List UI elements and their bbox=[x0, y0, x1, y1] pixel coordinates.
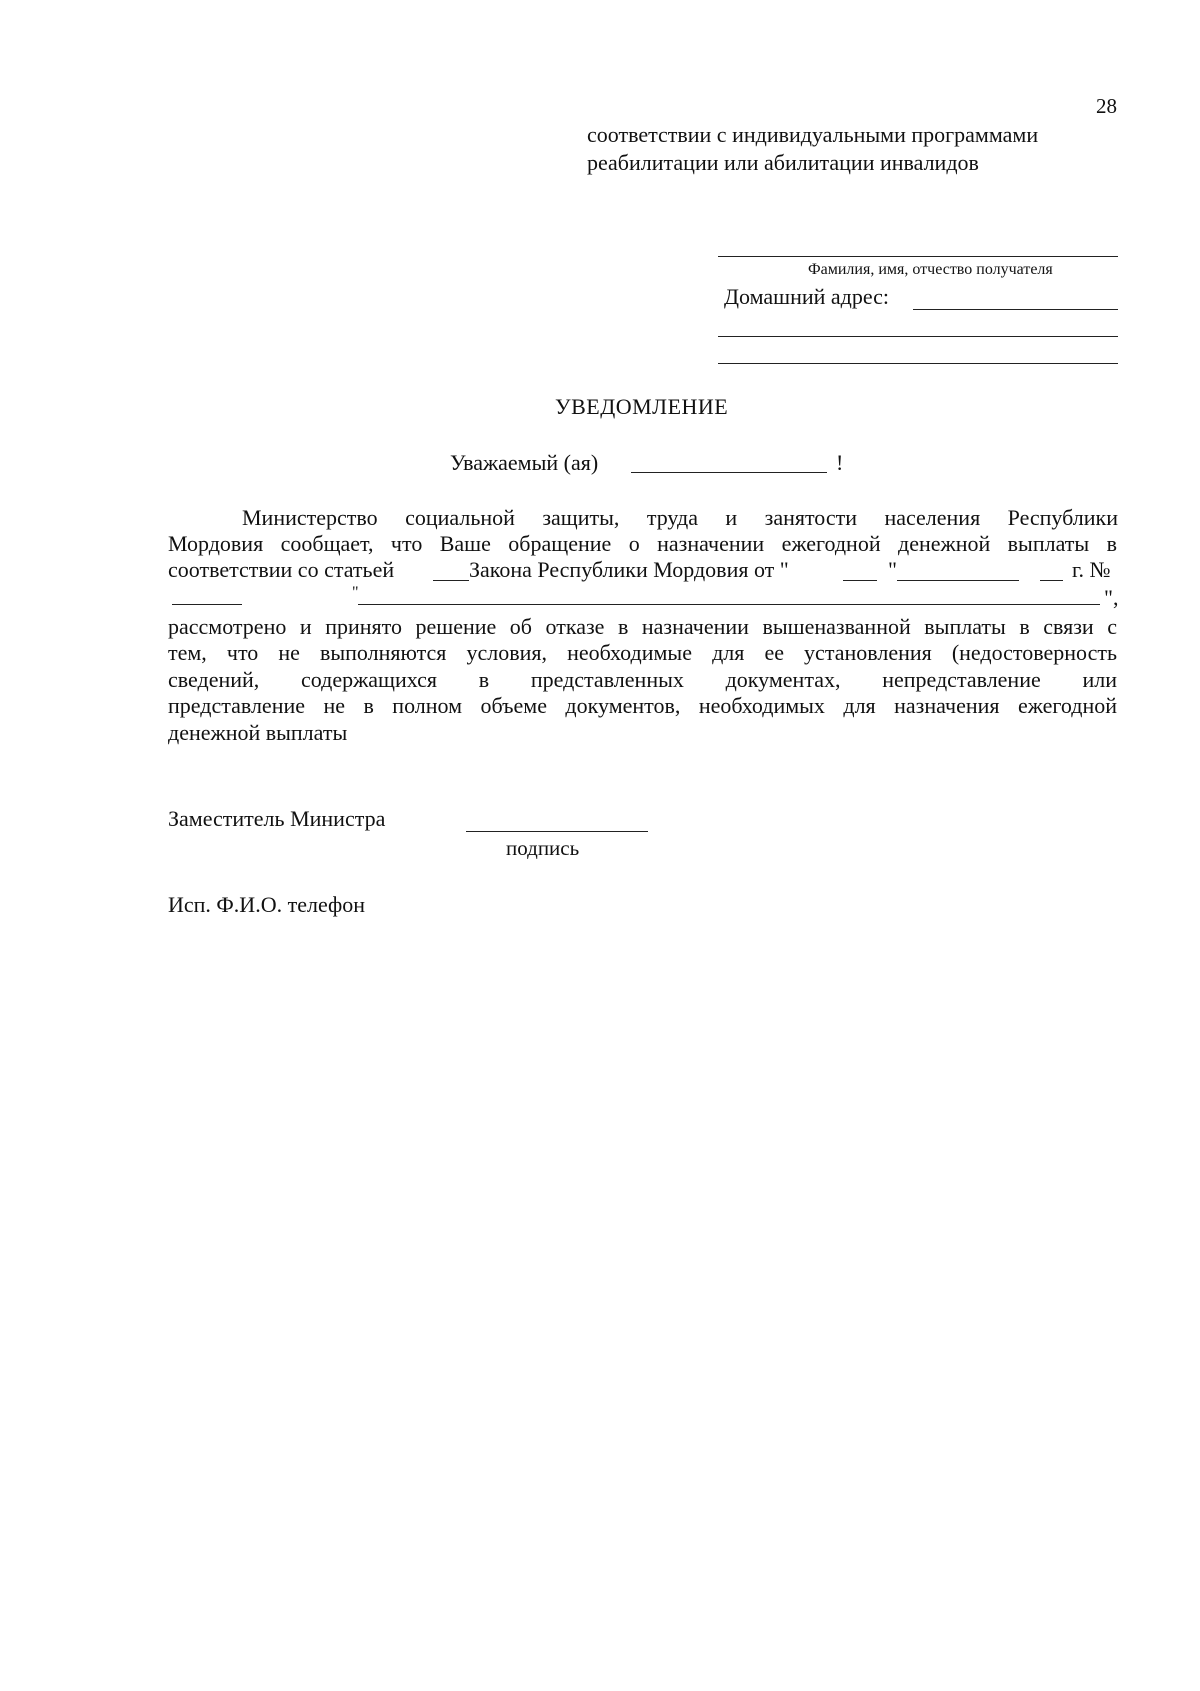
body-line-3-a: соответствии со статьей bbox=[168, 557, 395, 582]
body-line-6: тем, что не выполняются условия, необходимые для ее установления (недостоверность bbox=[168, 640, 1117, 665]
salutation-name-line bbox=[631, 472, 827, 473]
body-line-3-d: г. № bbox=[1072, 557, 1111, 582]
header-note-line-1: соответствии с индивидуальными программами bbox=[587, 122, 1039, 147]
home-address-line-1 bbox=[913, 309, 1118, 310]
law-month-line bbox=[897, 580, 1019, 581]
law-title-line bbox=[358, 604, 1100, 605]
article-number-line bbox=[433, 580, 469, 581]
executor-contact: Исп. Ф.И.О. телефон bbox=[168, 892, 366, 917]
body-line-9: денежной выплаты bbox=[168, 720, 348, 745]
header-note-line-2: реабилитации или абилитации инвалидов bbox=[587, 150, 979, 175]
body-line-5: рассмотрено и принято решение об отказе в назначении вышеназванной выплаты в связи с bbox=[168, 614, 1117, 639]
document-title: УВЕДОМЛЕНИЕ bbox=[555, 394, 729, 419]
signature-position: Заместитель Министра bbox=[168, 806, 386, 831]
body-line-3-c: " bbox=[888, 557, 897, 582]
salutation-end: ! bbox=[836, 450, 844, 475]
body-line-4-close-quote: ", bbox=[1104, 585, 1119, 610]
home-address-label: Домашний адрес: bbox=[724, 284, 890, 309]
body-line-7: сведений, содержащихся в представленных документах, непредставление или bbox=[168, 667, 1117, 692]
law-year-line bbox=[1040, 580, 1063, 581]
recipient-name-line bbox=[718, 256, 1118, 257]
salutation-text: Уважаемый (ая) bbox=[450, 450, 599, 475]
body-line-1: Министерство социальной защиты, труда и занятости населения Республики bbox=[242, 505, 1118, 530]
body-line-4-open-quote: " bbox=[352, 584, 359, 601]
home-address-line-3 bbox=[718, 363, 1118, 364]
body-line-2: Мордовия сообщает, что Ваше обращение о назначении ежегодной денежной выплаты в bbox=[168, 531, 1117, 556]
body-line-8: представление не в полном объеме документов, необходимых для назначения ежегодной bbox=[168, 693, 1117, 718]
law-number-line bbox=[172, 604, 242, 605]
home-address-line-2 bbox=[718, 336, 1118, 337]
law-day-line bbox=[843, 580, 877, 581]
signature-caption: подпись bbox=[506, 836, 580, 860]
signature-line bbox=[466, 831, 648, 832]
page-number: 28 bbox=[1096, 94, 1117, 118]
body-line-3-b: Закона Республики Мордовия от " bbox=[469, 557, 789, 582]
recipient-name-caption: Фамилия, имя, отчество получателя bbox=[808, 261, 1053, 278]
